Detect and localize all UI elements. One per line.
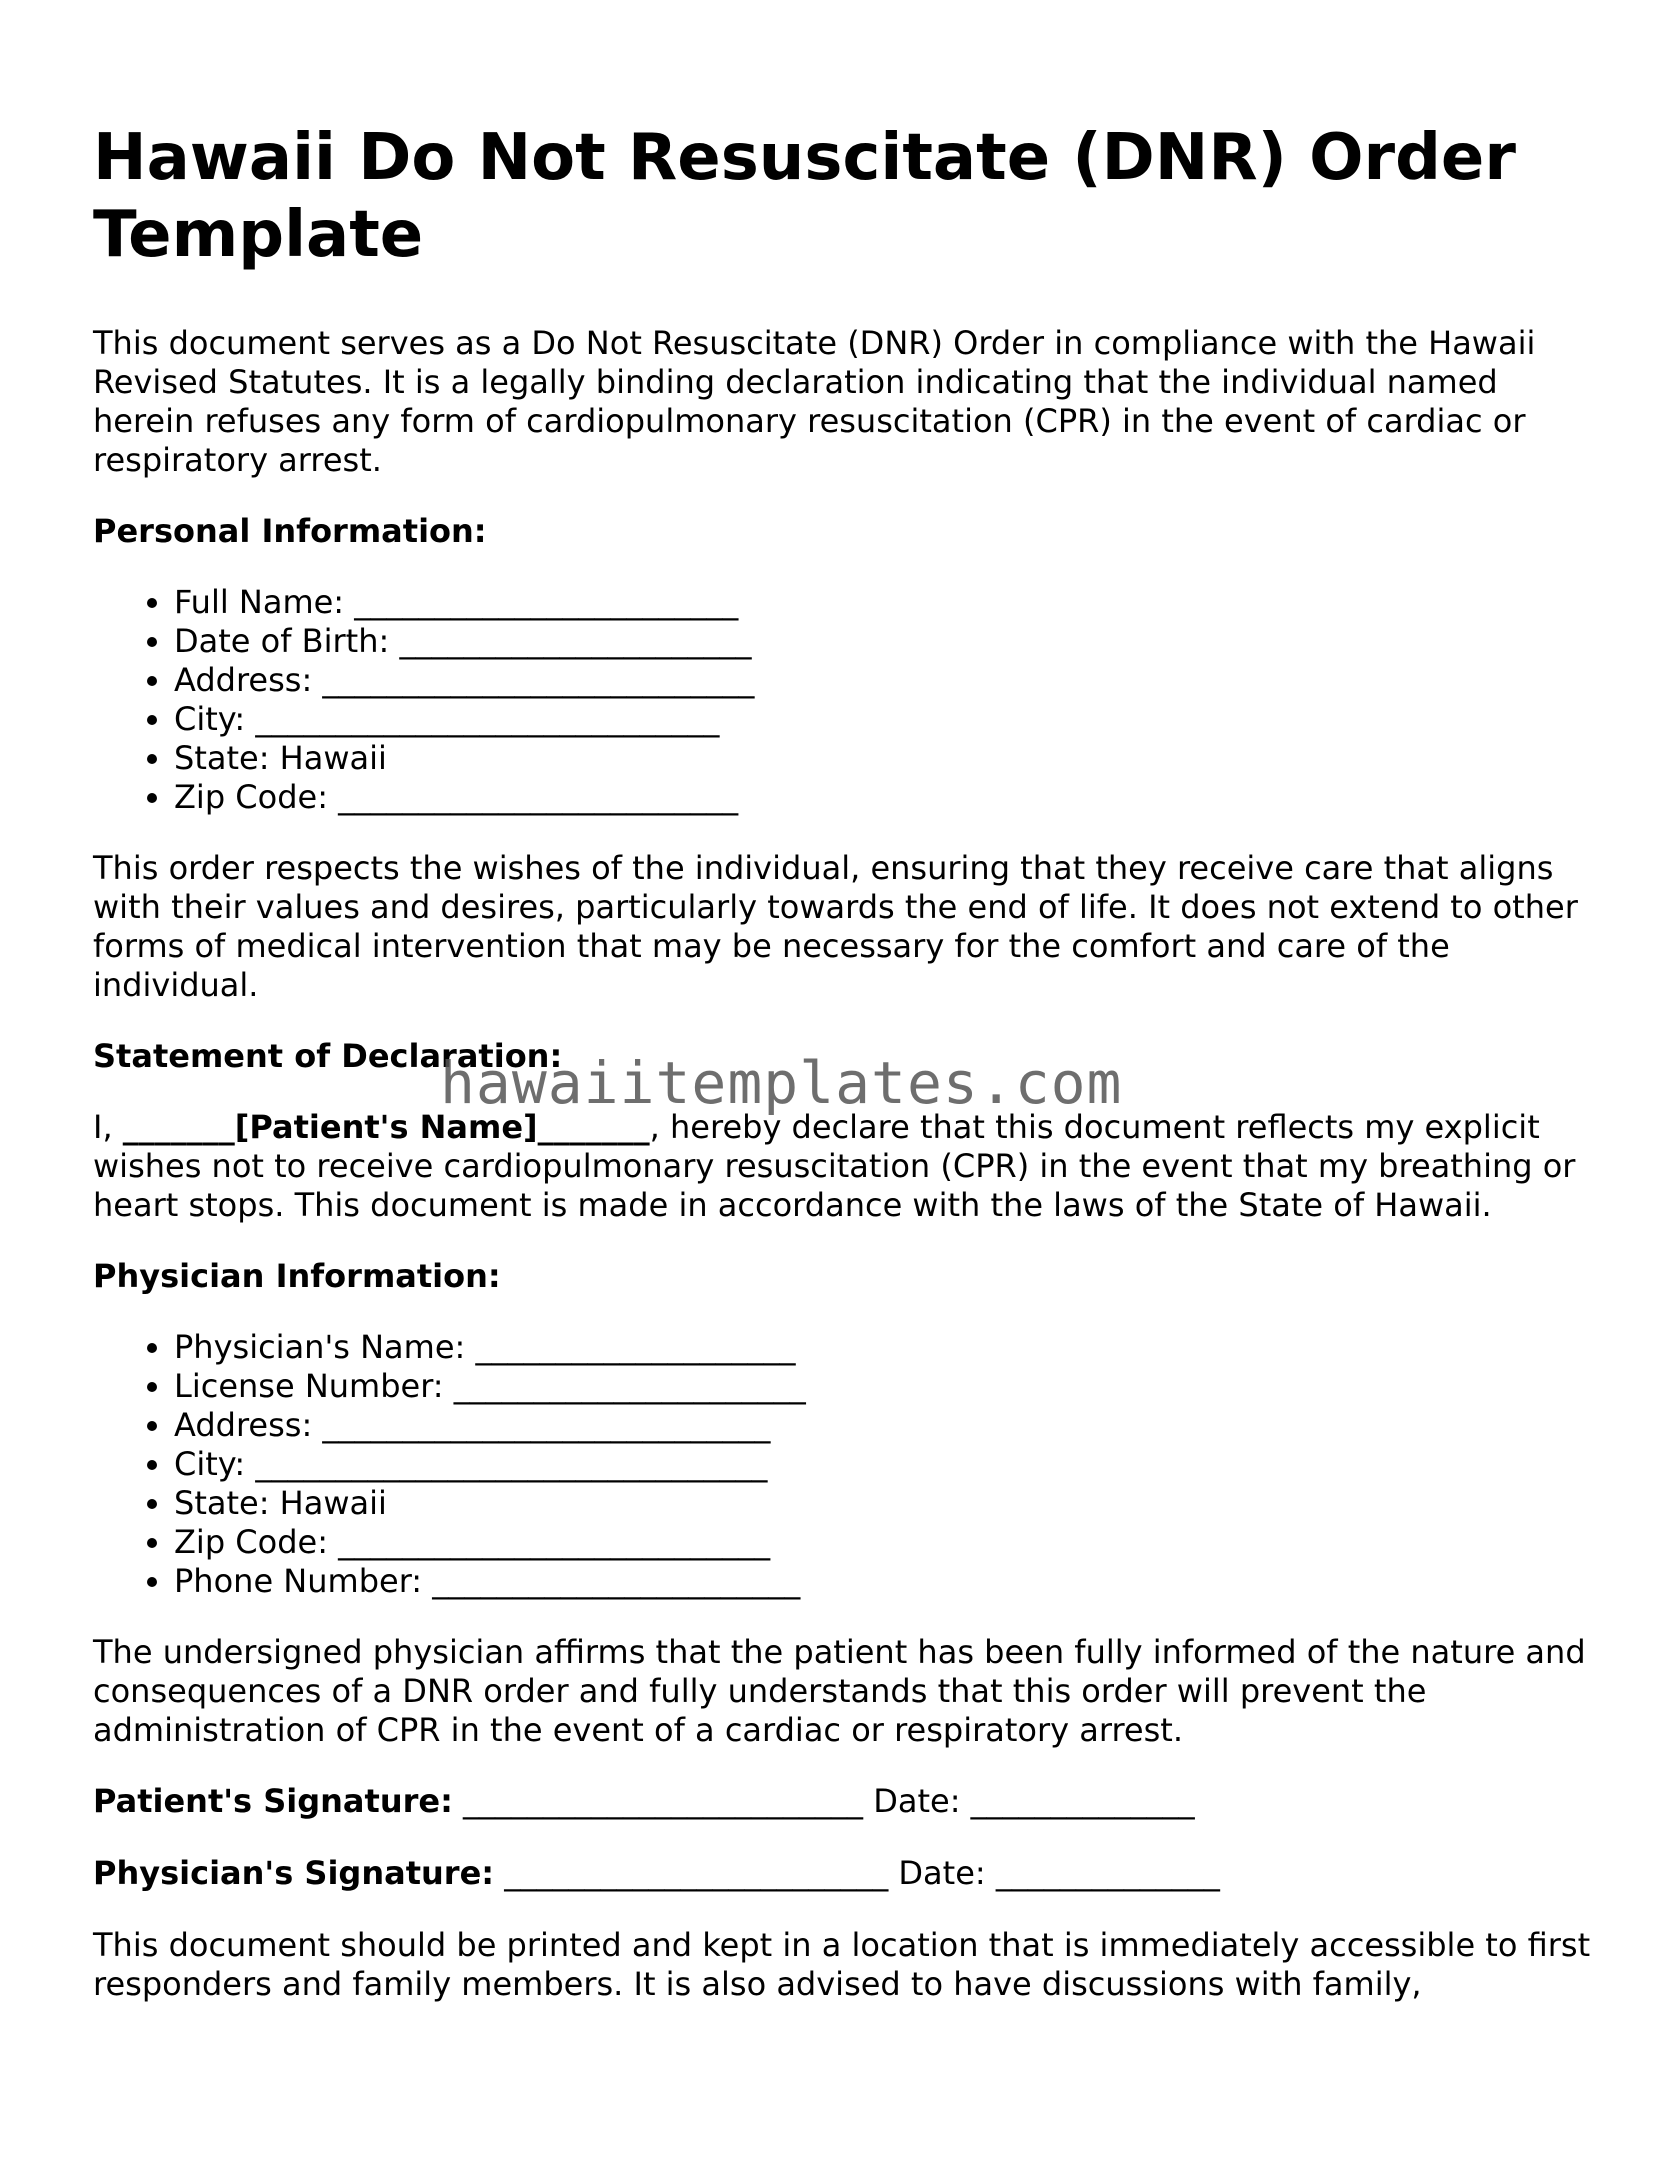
list-item-physician-name: • Physician's Name: ____________________ (174, 1328, 1593, 1367)
personal-info-list (93, 583, 1593, 817)
intro-paragraph: This document serves as a Do Not Resuscitate (DNR) Order in compliance with the Hawaii Revised Statutes. It is a legally binding declaration indicating that the individual named herein refuses any form of cardiopulmonary resuscitation (CPR) in the event of cardiac or respiratory arrest. (93, 324, 1536, 479)
closing-paragraph: This document should be printed and kept in a location that is immediately accessible to first responders and family members. It is also advised to have discussions with family, (93, 1926, 1591, 2003)
list-item-zip-code: • Zip Code: _________________________ (174, 778, 1593, 817)
personal-info-heading: Personal Information: (93, 512, 487, 550)
physician-signature-label: Physician's Signature: (93, 1854, 495, 1892)
list-item-physician-zip-code: • Zip Code: ___________________________ (174, 1523, 1593, 1562)
watermark-text: hawaiitemplates.com (440, 1049, 1123, 1117)
list-item-physician-address: • Address: ____________________________ (174, 1406, 1593, 1445)
patient-signature-label: Patient's Signature: (93, 1782, 453, 1820)
list-item-license-number: • License Number: ______________________ (174, 1367, 1593, 1406)
list-item-state: • State: Hawaii (174, 739, 1593, 778)
affirm-paragraph: The undersigned physician affirms that the patient has been fully informed of the nature and consequences of a DNR order and fully understands that this order will prevent the administration of CPR in the event of a cardiac or respiratory arrest. (93, 1633, 1586, 1749)
declaration-prefix: I, (93, 1108, 123, 1146)
patient-name-placeholder: _______[Patient's Name]_______ (122, 1108, 650, 1146)
declaration-heading: Statement of Declaration: (93, 1037, 563, 1075)
page-title: Hawaii Do Not Resuscitate (DNR) Order Template (93, 121, 1516, 272)
list-item-full-name: • Full Name: ________________________ (174, 583, 1593, 622)
list-item-address: • Address: ___________________________ (174, 661, 1593, 700)
document-page (93, 120, 1593, 2036)
declaration-body: , hereby declare that this document reflects my explicit wishes not to receive cardiopulmonary resuscitation (CPR) in the event that my breathing or heart stops. This document is made in accordance with the laws of the State of Hawaii. (93, 1108, 1576, 1224)
list-item-city: • City: _____________________________ (174, 700, 1593, 739)
patient-signature-line (93, 1782, 1593, 1821)
patient-signature-blank: _________________________ Date: ______________ (452, 1782, 1195, 1820)
list-item-physician-city: • City: ________________________________ (174, 1445, 1593, 1484)
physician-signature-line (93, 1854, 1593, 1893)
list-item-physician-state: • State: Hawaii (174, 1484, 1593, 1523)
respect-paragraph: This order respects the wishes of the individual, ensuring that they receive care that aligns with their values and desires, particularly towards the end of life. It does not extend to other forms of medical intervention that may be necessary for the comfort and care of the individual. (93, 849, 1578, 1004)
physician-signature-blank: ________________________ Date: ______________ (494, 1854, 1220, 1892)
physician-info-list (93, 1328, 1593, 1601)
list-item-date-of-birth: • Date of Birth: ______________________ (174, 622, 1593, 661)
declaration-paragraph (93, 1108, 1593, 1225)
physician-info-heading: Physician Information: (93, 1257, 501, 1295)
list-item-phone-number: • Phone Number: _______________________ (174, 1562, 1593, 1601)
